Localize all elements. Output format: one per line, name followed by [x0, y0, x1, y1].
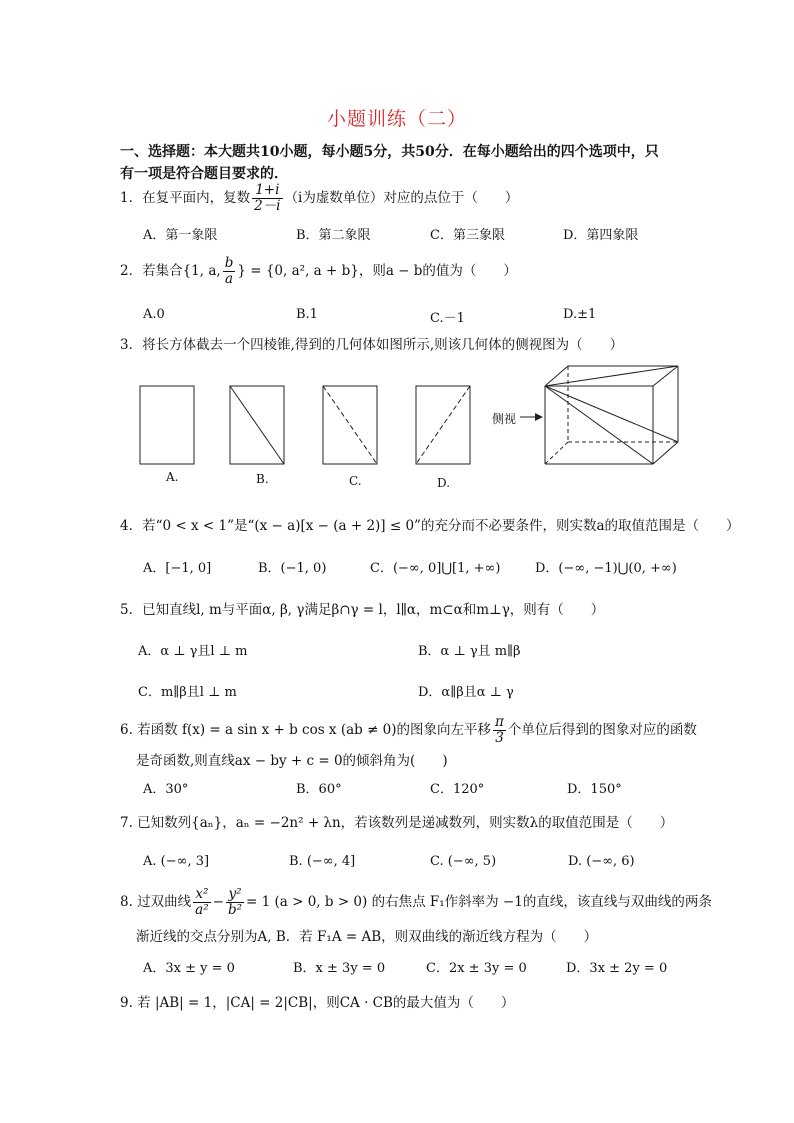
question-7-option-c: C. (−∞, 5)	[430, 854, 497, 869]
question-2-fraction-num: b	[224, 255, 234, 271]
question-8-fraction-x-num: x²	[193, 887, 210, 903]
question-8-option-c: C．2x ± 3y = 0	[426, 961, 527, 976]
truncated-cuboid-icon	[490, 360, 690, 470]
question-2-stem-a: 2．若集合{1, a,	[120, 263, 221, 279]
rectangle-dashed-antidiagonal-icon	[414, 384, 474, 468]
question-2-option-d: D.±1	[563, 307, 597, 322]
page-title: 小题训练（二）	[326, 108, 467, 130]
question-8-fraction-y-den: b²	[227, 902, 243, 918]
question-4-option-a: A．[−1, 0]	[143, 561, 212, 576]
question-5-stem: 5．已知直线l, m与平面α, β, γ满足β∩γ = l，l∥α，m⊂α和m⊥γ，则有（ ）	[120, 602, 605, 618]
question-8-fraction-x-den: a²	[195, 902, 209, 918]
question-6-stem-b: 个单位后得到的图象对应的函数	[507, 722, 697, 738]
question-4-option-b: B．(−1, 0)	[258, 561, 327, 576]
question-1-option-d: D．第四象限	[563, 228, 639, 243]
question-8-option-a: A．3x ± y = 0	[143, 961, 235, 976]
question-8-stem-a: 8. 过双曲线	[120, 894, 192, 910]
question-3-stem: 3．将长方体截去一个四棱锥,得到的几何体如图所示,则该几何体的侧视图为（ ）	[120, 337, 624, 353]
question-7-stem: 7. 已知数列{aₙ}，aₙ = −2n² + λn，若该数列是递减数列，则实数λ的取值范围是（ ）	[120, 815, 674, 831]
question-2-stem	[120, 256, 517, 287]
question-2-option-a: A.0	[143, 307, 165, 322]
figure-option-a	[138, 384, 198, 468]
question-6-fraction-num: π	[495, 714, 504, 730]
question-8-stem-b: = 1 (a > 0, b > 0) 的右焦点 F₁作斜率为 −1的直线，该直线与双曲线的两条	[246, 894, 712, 910]
section-heading-line1: 一、选择题：本大题共10小题，每小题5分，共50分．在每小题给出的四个选项中，只	[120, 144, 659, 160]
question-6-fraction	[493, 715, 506, 746]
question-5-option-a: A．α ⊥ γ且l ⊥ m	[138, 644, 248, 659]
question-8-stem-c: 渐近线的交点分别为A, B．若 F₁A = AB，则双曲线的渐近线方程为（ ）	[136, 929, 598, 945]
question-2-option-b: B.1	[296, 307, 318, 322]
question-2-stem-b: } = {0, a², a + b}，则a − b的值为（ ）	[237, 263, 517, 279]
question-5-option-c: C．m∥β且l ⊥ m	[138, 685, 237, 700]
figure-option-b	[228, 384, 288, 468]
question-1-fraction-num: 1+i	[252, 183, 282, 199]
question-6-fraction-den: 3	[495, 730, 504, 746]
figure-label-c: C.	[349, 474, 362, 488]
question-9-stem: 9. 若 |AB| = 1，|CA| = 2|CB|，则CA · CB的最大值为（ ）	[120, 995, 515, 1011]
question-1-option-c: C．第三象限	[430, 228, 505, 243]
question-1-fraction-den: 2－i	[254, 198, 281, 214]
question-5-option-b: B．α ⊥ γ且 m∥β	[418, 644, 521, 659]
rectangle-dashed-diagonal-icon	[321, 384, 381, 468]
question-8-fraction-x	[193, 887, 210, 918]
question-6-option-d: D．150°	[567, 782, 622, 797]
question-8-stem	[120, 887, 712, 918]
figure-option-d	[414, 384, 474, 468]
rectangle-plain-icon	[138, 384, 198, 468]
question-1-fraction	[252, 183, 282, 214]
question-6-option-a: A．30°	[143, 782, 189, 797]
question-6-stem-c: 是奇函数,则直线ax − by + c = 0的倾斜角为( )	[136, 753, 448, 769]
figure-option-c	[321, 384, 381, 468]
question-6-stem	[120, 715, 697, 746]
question-8-fraction-y	[226, 887, 244, 918]
question-8-option-b: B．x ± 3y = 0	[293, 961, 386, 976]
solid-figure	[490, 360, 690, 470]
question-4-option-d: D．(−∞, −1)⋃(0, +∞)	[535, 561, 677, 576]
side-view-label: 侧视	[492, 412, 517, 426]
question-2-fraction-den: a	[225, 271, 234, 287]
question-6-option-b: B．60°	[296, 782, 342, 797]
question-4-stem: 4．若“0 < x < 1”是“(x − a)[x − (a + 2)] ≤ 0”的充分而不必要条件，则实数a的取值范围是（ ）	[120, 518, 740, 534]
question-2-option-c: C.－1	[430, 311, 465, 326]
question-1-stem-b: （i为虚数单位）对应的点位于（ ）	[284, 190, 519, 206]
question-1-stem-a: 1．在复平面内，复数	[120, 190, 251, 206]
question-6-stem-a: 6. 若函数 f(x) = a sin x + b cos x (ab ≠ 0)的图象向左平移	[120, 722, 492, 738]
figure-label-a: A.	[166, 470, 179, 484]
rectangle-solid-diagonal-icon	[228, 384, 288, 468]
question-7-option-b: B. (−∞, 4]	[289, 854, 356, 869]
question-1-stem	[120, 183, 518, 214]
figure-label-b: B.	[256, 472, 269, 486]
question-5-option-d: D．α∥β且α ⊥ γ	[418, 685, 514, 700]
question-6-option-c: C．120°	[430, 782, 485, 797]
question-8-option-d: D．3x ± 2y = 0	[566, 961, 668, 976]
question-7-option-d: D. (−∞, 6)	[568, 854, 635, 869]
question-7-option-a: A. (−∞, 3]	[143, 854, 210, 869]
question-1-option-b: B．第二象限	[296, 228, 371, 243]
question-1-option-a: A．第一象限	[143, 228, 218, 243]
figure-label-d: D.	[437, 476, 451, 490]
question-8-fraction-y-num: y²	[226, 887, 244, 903]
question-8-minus: −	[212, 894, 224, 910]
question-4-option-c: C．(−∞, 0]⋃[1, +∞)	[370, 561, 501, 576]
section-heading-line2: 有一项是符合题目要求的．	[120, 166, 288, 182]
question-2-fraction	[223, 256, 236, 287]
